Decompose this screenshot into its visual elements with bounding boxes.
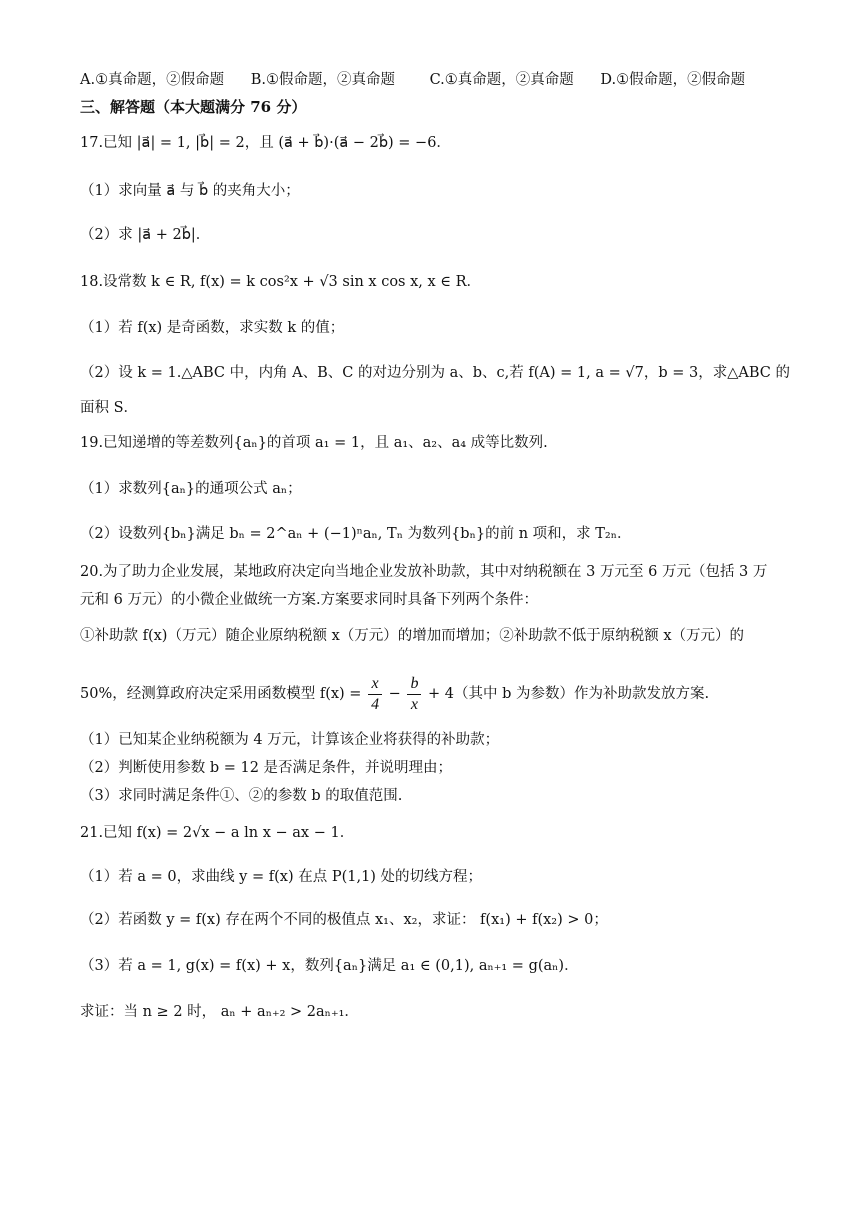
q20-part3: （3）求同时满足条件①、②的参数 b 的取值范围. [80, 788, 403, 804]
fraction-denominator: 4 [371, 695, 380, 713]
q17-stem: 17.已知 |a⃗| = 1, |b⃗| = 2，且 (a⃗ + b⃗)·(a⃗ − 2b⃗) = −6． [80, 135, 451, 151]
q21-part3: （3）若 a = 1, g(x) = f(x) + x，数列{aₙ}满足 a₁ ∈ (0,1), aₙ₊₁ = g(aₙ)． [80, 958, 579, 974]
fraction-numerator: x [368, 674, 382, 695]
q18-part1: （1）若 f(x) 是奇函数，求实数 k 的值； [80, 320, 345, 336]
q20-part1: （1）已知某企业纳税额为 4 万元，计算该企业将获得的补助款； [80, 732, 500, 748]
q20-part2: （2）判断使用参数 b = 12 是否满足条件，并说明理由； [80, 760, 453, 776]
q17-part2: （2）求 |a⃗ + 2b⃗|． [80, 227, 211, 243]
fraction-denominator: x [410, 695, 418, 713]
q19-part2: （2）设数列{bₙ}满足 bₙ = 2^aₙ + (−1)ⁿaₙ, Tₙ 为数列{bₙ}的前 n 项和，求 T₂ₙ． [80, 526, 632, 542]
q16-choices [80, 70, 807, 90]
q19-stem: 19.已知递增的等差数列{aₙ}的首项 a₁ = 1，且 a₁、a₂、a₄ 成等比数列. [80, 435, 548, 451]
q21-proof: 求证：当 n ≥ 2 时， aₙ + aₙ₊₂ > 2aₙ₊₁． [80, 1004, 359, 1020]
fraction-x-over-4 [368, 674, 382, 715]
choice-d: D.①假命题，②假命题 [600, 72, 746, 88]
q18-stem: 18.设常数 k ∈ R, f(x) = k cos²x + √3 sin x cos x, x ∈ R． [80, 274, 482, 290]
q21-stem: 21.已知 f(x) = 2√x − a ln x − ax − 1． [80, 825, 355, 841]
choice-b: B.①假命题，②真命题 [250, 72, 395, 88]
q18-part2-line1: （2）设 k = 1.△ABC 中，内角 A、B、C 的对边分别为 a、b、c,若 f(A) = 1, a = √7，b = 3，求△ABC 的 [80, 365, 790, 381]
q20-cond2-post: + 4（其中 b 为参数）作为补助款发放方案. [428, 686, 710, 702]
choice-c: C.①真命题，②真命题 [429, 72, 574, 88]
fraction-b-over-x [407, 674, 421, 715]
q17-part1: （1）求向量 a⃗ 与 b⃗ 的夹角大小； [80, 183, 300, 199]
q20-cond2-pre: 50%，经测算政府决定采用函数模型 f(x) = [80, 686, 362, 702]
choice-a: A.①真命题，②假命题 [80, 72, 225, 88]
q20-stem-line1: 20.为了助力企业发展，某地政府决定向当地企业发放补助款，其中对纳税额在 3 万元至 6 万元（包括 3 万 [80, 564, 768, 580]
q20-condition-line2 [80, 672, 807, 716]
minus-sign: − [388, 686, 401, 702]
section-title: 三、解答题（本大题满分 76 分） [80, 98, 307, 116]
q19-part1: （1）求数列{aₙ}的通项公式 aₙ； [80, 481, 302, 497]
q21-part2: （2）若函数 y = f(x) 存在两个不同的极值点 x₁、x₂，求证： f(x₁) + f(x₂) > 0； [80, 912, 608, 928]
q20-stem-line2: 元和 6 万元）的小微企业做统一方案.方案要求同时具备下列两个条件： [80, 592, 539, 608]
q21-part1: （1）若 a = 0，求曲线 y = f(x) 在点 P(1,1) 处的切线方程； [80, 869, 483, 885]
q20-condition-line1: ①补助款 f(x)（万元）随企业原纳税额 x（万元）的增加而增加；②补助款不低于原纳税额 x（万元）的 [80, 628, 745, 644]
q18-part2-line2: 面积 S． [80, 400, 139, 416]
fraction-numerator: b [407, 674, 421, 695]
